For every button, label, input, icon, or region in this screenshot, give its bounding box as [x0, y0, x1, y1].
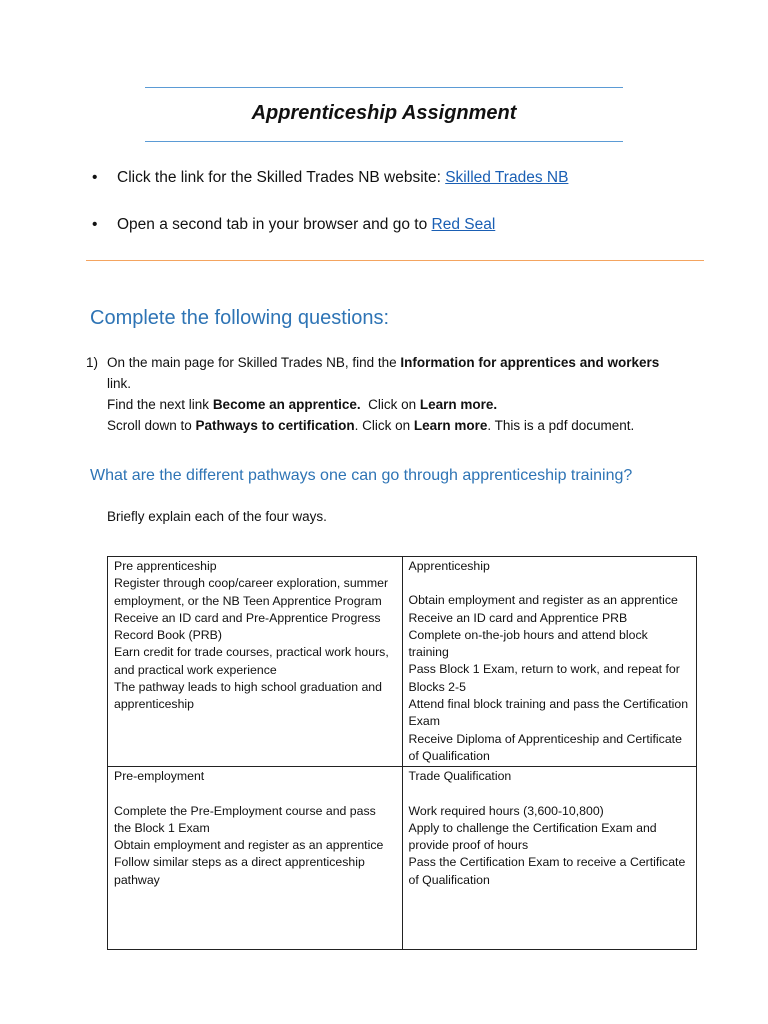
cell-line: Register through coop/career exploration, summer employment, or the NB Teen Apprentice Program	[114, 576, 389, 608]
title-bottom-rule	[145, 141, 623, 142]
instruction-text: Briefly explain each of the four ways.	[107, 509, 327, 524]
cell-line: Receive an ID card and Apprentice PRB	[408, 610, 628, 625]
table-row	[108, 767, 697, 950]
cell-line: Follow similar steps as a direct apprenticeship pathway	[114, 855, 365, 887]
cell-line: Obtain employment and register as an apprentice	[408, 593, 678, 608]
question-1	[86, 352, 677, 436]
page-title: Apprenticeship Assignment	[251, 102, 517, 124]
question-line-1: On the main page for Skilled Trades NB, find the Information for apprentices and workers	[107, 355, 660, 370]
cell-line: Earn credit for trade courses, practical work hours, and practical work experience	[114, 645, 389, 677]
question-line-3: Find the next link Become an apprentice. Click on Learn more.	[107, 397, 498, 412]
pathways-table	[107, 556, 697, 950]
cell-title: Pre-employment	[114, 769, 205, 784]
section-divider	[86, 260, 704, 261]
cell-title: Apprenticeship	[408, 559, 490, 573]
cell-line: Work required hours (3,600-10,800)	[408, 803, 604, 818]
cell-line: Apply to challenge the Certification Exam and provide proof of hours	[408, 820, 657, 853]
cell-apprenticeship	[402, 557, 697, 767]
bullet-dot: •	[92, 216, 98, 233]
cell-line: Complete the Pre-Employment course and pass the Block 1 Exam	[114, 803, 376, 835]
question-line-2: link.	[107, 376, 132, 391]
cell-line: The pathway leads to high school graduation and apprenticeship	[114, 680, 382, 712]
bullet-text: Click the link for the Skilled Trades NB website:	[117, 169, 446, 186]
pathways-heading: What are the different pathways one can go through apprenticeship training?	[90, 467, 633, 484]
bullet-item-skilled-trades	[92, 169, 568, 187]
cell-pre-apprenticeship	[108, 557, 403, 767]
cell-spacer	[114, 786, 396, 803]
cell-line: Receive Diploma of Apprenticeship and Certificate of Qualification	[408, 731, 682, 763]
cell-title: Trade Qualification	[408, 769, 512, 784]
bullet-dot: •	[92, 169, 98, 186]
cell-title: Pre apprenticeship	[114, 559, 217, 573]
bullet-text: Open a second tab in your browser and go to	[117, 216, 432, 233]
cell-trade-qualification	[402, 767, 697, 950]
cell-line: Receive an ID card and Pre-Apprentice Progress Record Book (PRB)	[114, 610, 381, 643]
question-line-4: Scroll down to Pathways to certification. Click on Learn more. This is a pdf document.	[107, 418, 635, 433]
table-row	[108, 557, 697, 767]
cell-line: Pass the Certification Exam to receive a Certificate of Qualification	[408, 855, 686, 887]
red-seal-link[interactable]: Red Seal	[431, 216, 496, 233]
skilled-trades-nb-link[interactable]: Skilled Trades NB	[445, 169, 569, 186]
bullet-item-red-seal	[92, 216, 495, 234]
cell-spacer	[409, 575, 691, 592]
cell-line: Obtain employment and register as an apprentice	[114, 838, 384, 853]
section-heading: Complete the following questions:	[90, 307, 390, 329]
question-text	[107, 352, 677, 436]
cell-line: Pass Block 1 Exam, return to work, and repeat for Blocks 2-5	[408, 662, 680, 694]
title-top-rule	[145, 87, 623, 88]
cell-line: Complete on-the-job hours and attend block training	[408, 627, 648, 660]
cell-pre-employment	[108, 767, 403, 950]
cell-line: Attend final block training and pass the Certification Exam	[408, 697, 689, 729]
cell-spacer	[409, 786, 691, 803]
question-number: 1)	[86, 355, 99, 370]
